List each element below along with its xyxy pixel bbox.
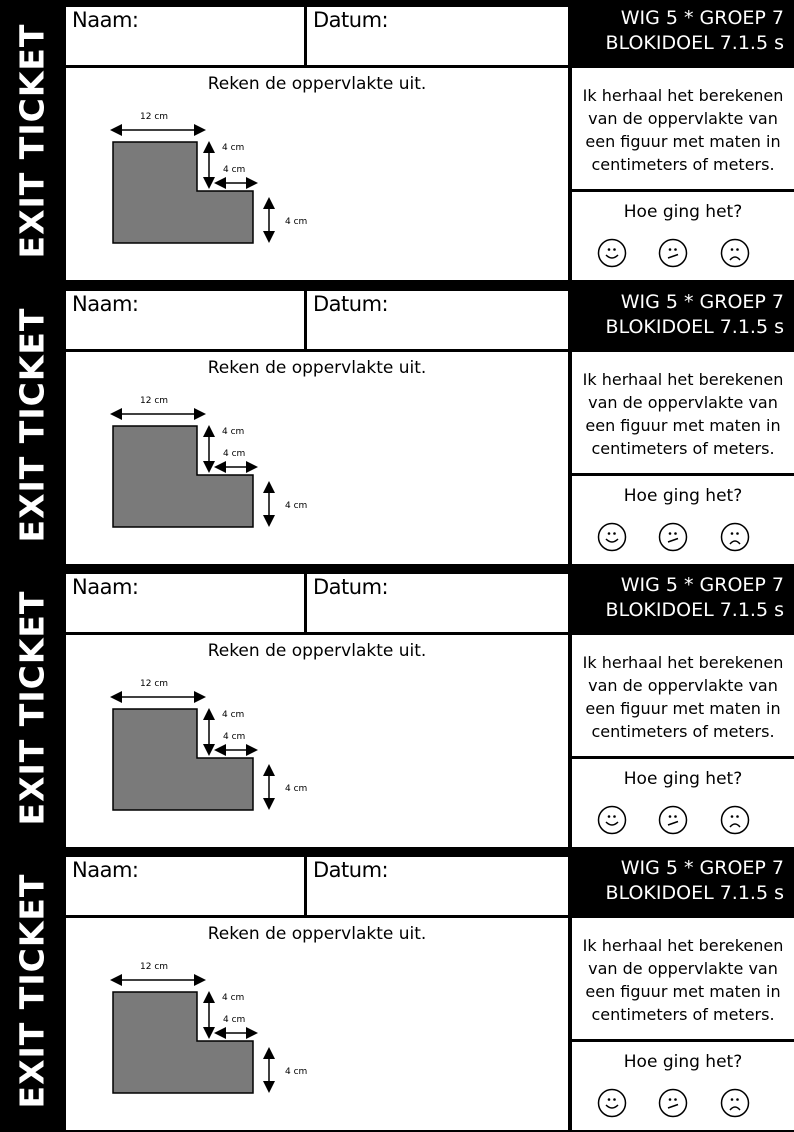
exit-ticket <box>0 0 794 282</box>
task-panel <box>66 68 568 280</box>
dim-top-label: 12 cm <box>140 396 169 406</box>
header-line-2: BLOKIDOEL 7.1.5 s <box>605 882 784 904</box>
sad-face-icon[interactable] <box>720 805 750 835</box>
l-shape-figure <box>66 68 568 280</box>
feedback-panel <box>572 192 794 280</box>
dim-bottom-height-label: 4 cm <box>285 217 308 227</box>
exit-ticket <box>0 567 794 849</box>
dim-step-width-label: 4 cm <box>223 732 246 742</box>
date-field[interactable]: Datum: <box>307 291 568 349</box>
goal-description: Ik herhaal het berekenen van de oppervlakte van een figuur met maten in centimeters of meters. <box>582 86 784 174</box>
happy-face-icon[interactable] <box>597 238 627 268</box>
sad-face-icon[interactable] <box>720 522 750 552</box>
l-shape-figure <box>66 918 568 1130</box>
dim-bottom-height-label: 4 cm <box>285 501 308 511</box>
goal-description: Ik herhaal het berekenen van de oppervlakte van een figuur met maten in centimeters of meters. <box>582 370 784 458</box>
feedback-question: Hoe ging het? <box>623 202 743 222</box>
side-label: EXIT TICKET <box>12 307 52 543</box>
dim-top-label: 12 cm <box>140 679 169 689</box>
task-panel <box>66 635 568 847</box>
header-line-2: BLOKIDOEL 7.1.5 s <box>605 32 784 54</box>
dim-step-width-label: 4 cm <box>223 1015 246 1025</box>
date-field[interactable]: Datum: <box>307 7 568 65</box>
name-field[interactable]: Naam: <box>66 574 304 632</box>
header-block <box>570 571 794 631</box>
dim-top-label: 12 cm <box>140 112 169 122</box>
header-line-1: WIG 5 * GROEP 7 <box>620 291 784 313</box>
goal-panel <box>572 68 794 189</box>
header-block <box>570 288 794 348</box>
goal-description: Ik herhaal het berekenen van de oppervlakte van een figuur met maten in centimeters of meters. <box>582 653 784 741</box>
header-block <box>570 4 794 64</box>
dim-bottom-height-label: 4 cm <box>285 1067 308 1077</box>
happy-face-icon[interactable] <box>597 805 627 835</box>
dim-step-width-label: 4 cm <box>223 449 246 459</box>
task-text: Reken de oppervlakte uit. <box>207 74 427 94</box>
task-text: Reken de oppervlakte uit. <box>207 924 427 944</box>
dim-step-height-label: 4 cm <box>222 710 245 720</box>
dim-step-width-label: 4 cm <box>223 165 246 175</box>
feedback-question: Hoe ging het? <box>623 1052 743 1072</box>
dim-step-height-label: 4 cm <box>222 143 245 153</box>
header-line-1: WIG 5 * GROEP 7 <box>620 857 784 879</box>
goal-description: Ik herhaal het berekenen van de oppervlakte van een figuur met maten in centimeters of meters. <box>582 936 784 1024</box>
date-field[interactable]: Datum: <box>307 857 568 915</box>
header-line-2: BLOKIDOEL 7.1.5 s <box>605 599 784 621</box>
neutral-face-icon[interactable] <box>658 522 688 552</box>
header-line-1: WIG 5 * GROEP 7 <box>620 574 784 596</box>
dim-step-height-label: 4 cm <box>222 993 245 1003</box>
side-label: EXIT TICKET <box>12 23 52 259</box>
goal-panel <box>572 635 794 756</box>
side-label: EXIT TICKET <box>12 873 52 1109</box>
name-field[interactable]: Naam: <box>66 857 304 915</box>
sad-face-icon[interactable] <box>720 1088 750 1118</box>
side-label: EXIT TICKET <box>12 590 52 826</box>
neutral-face-icon[interactable] <box>658 1088 688 1118</box>
feedback-question: Hoe ging het? <box>623 769 743 789</box>
task-text: Reken de oppervlakte uit. <box>207 641 427 661</box>
dim-top-label: 12 cm <box>140 962 169 972</box>
happy-face-icon[interactable] <box>597 1088 627 1118</box>
feedback-panel <box>572 759 794 847</box>
l-shape-figure <box>66 635 568 847</box>
dim-step-height-label: 4 cm <box>222 427 245 437</box>
feedback-question: Hoe ging het? <box>623 486 743 506</box>
task-panel <box>66 352 568 564</box>
header-line-2: BLOKIDOEL 7.1.5 s <box>605 316 784 338</box>
neutral-face-icon[interactable] <box>658 238 688 268</box>
goal-panel <box>572 352 794 473</box>
exit-ticket <box>0 284 794 566</box>
task-text: Reken de oppervlakte uit. <box>207 358 427 378</box>
goal-panel <box>572 918 794 1039</box>
sad-face-icon[interactable] <box>720 238 750 268</box>
task-panel <box>66 918 568 1130</box>
l-shape-figure <box>66 352 568 564</box>
happy-face-icon[interactable] <box>597 522 627 552</box>
date-field[interactable]: Datum: <box>307 574 568 632</box>
name-field[interactable]: Naam: <box>66 7 304 65</box>
header-line-1: WIG 5 * GROEP 7 <box>620 7 784 29</box>
dim-bottom-height-label: 4 cm <box>285 784 308 794</box>
feedback-panel <box>572 1042 794 1130</box>
exit-ticket <box>0 850 794 1132</box>
feedback-panel <box>572 476 794 564</box>
neutral-face-icon[interactable] <box>658 805 688 835</box>
name-field[interactable]: Naam: <box>66 291 304 349</box>
header-block <box>570 854 794 914</box>
